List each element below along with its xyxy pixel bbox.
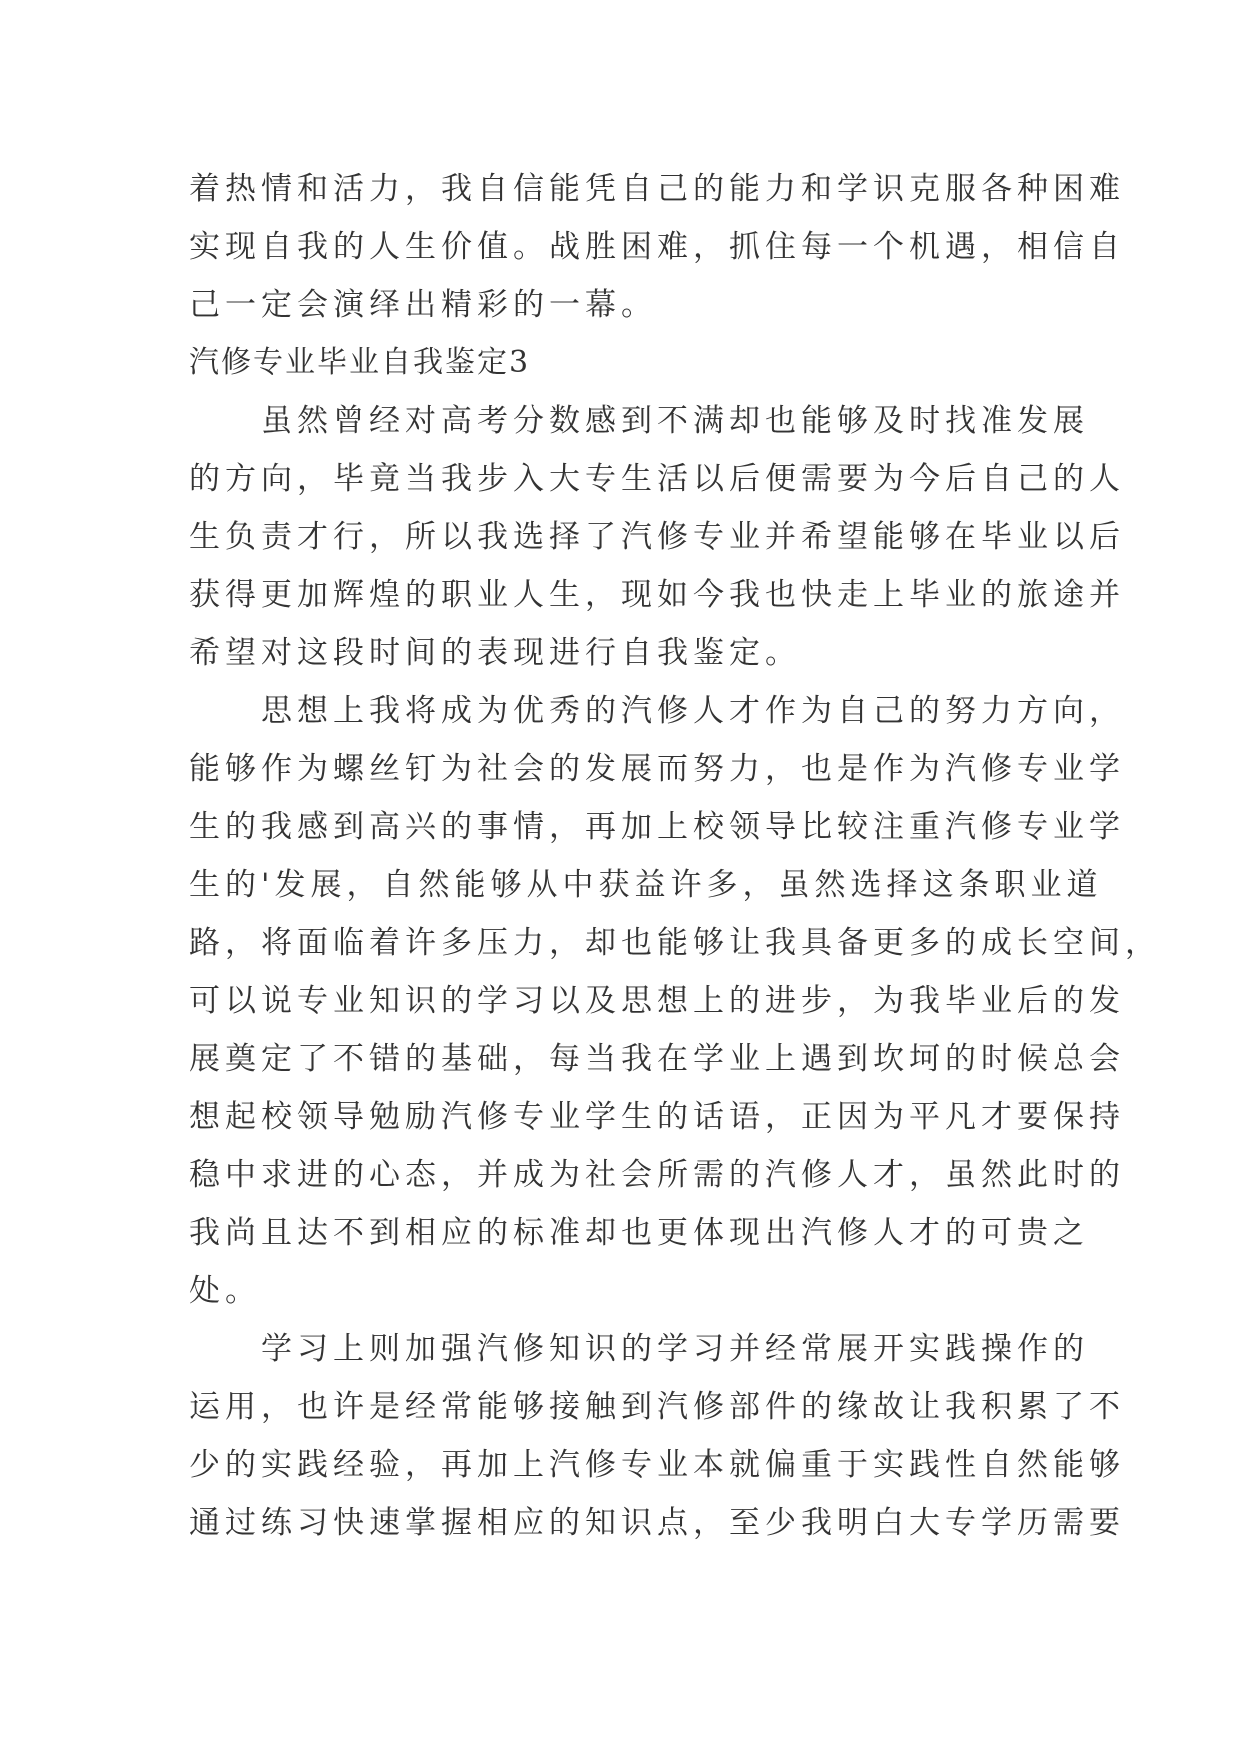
text-line: 思想上我将成为优秀的汽修人才作为自己的努力方向，: [261, 693, 1125, 729]
text-line: 处。: [189, 1273, 261, 1309]
text-line: 生的我感到高兴的事情，再加上校领导比较注重汽修专业学: [189, 809, 1125, 845]
text-line: 可以说专业知识的学习以及思想上的进步，为我毕业后的发: [189, 983, 1125, 1019]
text-line: 能够作为螺丝钉为社会的发展而努力，也是作为汽修专业学: [189, 751, 1125, 787]
section-heading: 汽修专业毕业自我鉴定3: [189, 345, 531, 380]
text-line: 生的'发展，自然能够从中获益许多，虽然选择这条职业道: [189, 867, 1103, 903]
text-line: 学习上则加强汽修知识的学习并经常展开实践操作的: [261, 1331, 1089, 1367]
text-line: 想起校领导勉励汽修专业学生的话语，正因为平凡才要保持: [189, 1099, 1125, 1135]
text-line: 展奠定了不错的基础，每当我在学业上遇到坎坷的时候总会: [189, 1041, 1125, 1077]
text-line: 通过练习快速掌握相应的知识点，至少我明白大专学历需要: [189, 1505, 1125, 1541]
text-line: 实现自我的人生价值。战胜困难，抓住每一个机遇，相信自: [189, 229, 1125, 265]
text-line: 生负责才行，所以我选择了汽修专业并希望能够在毕业以后: [189, 519, 1125, 555]
text-line: 运用，也许是经常能够接触到汽修部件的缘故让我积累了不: [189, 1389, 1125, 1425]
text-line: 稳中求进的心态，并成为社会所需的汽修人才，虽然此时的: [189, 1157, 1125, 1193]
text-line: 希望对这段时间的表现进行自我鉴定。: [189, 635, 801, 671]
text-line: 的方向，毕竟当我步入大专生活以后便需要为今后自己的人: [189, 461, 1125, 497]
text-line: 获得更加辉煌的职业人生，现如今我也快走上毕业的旅途并: [189, 577, 1125, 613]
text-line: 虽然曾经对高考分数感到不满却也能够及时找准发展: [261, 403, 1089, 439]
document-body: [189, 160, 1161, 1552]
text-line: 着热情和活力，我自信能凭自己的能力和学识克服各种困难: [189, 171, 1125, 207]
text-line: 路，将面临着许多压力，却也能够让我具备更多的成长空间，: [189, 925, 1161, 961]
text-line: 我尚且达不到相应的标准却也更体现出汽修人才的可贵之: [189, 1215, 1089, 1251]
text-line: 少的实践经验，再加上汽修专业本就偏重于实践性自然能够: [189, 1447, 1125, 1483]
text-line: 己一定会演绎出精彩的一幕。: [189, 287, 657, 323]
